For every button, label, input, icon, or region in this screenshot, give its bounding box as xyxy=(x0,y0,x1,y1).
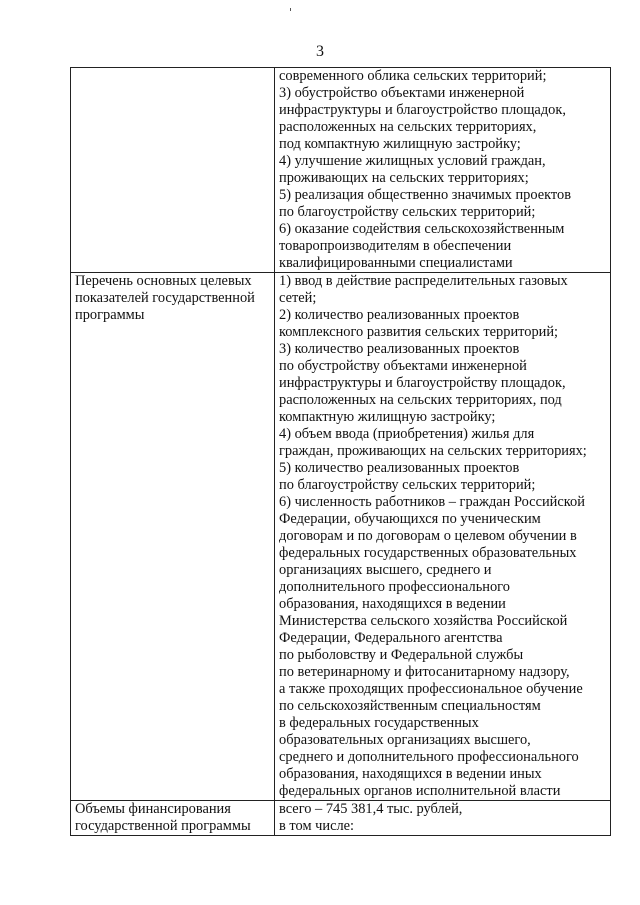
text-line: федеральных органов исполнительной власти xyxy=(279,783,561,799)
row-value-cell xyxy=(275,801,611,836)
text-line: федеральных государственных образовательных xyxy=(279,545,577,561)
row-label-line: Перечень основных целевых xyxy=(75,273,252,289)
text-line: 4) улучшение жилищных условий граждан, xyxy=(279,153,546,169)
table-row-goals-continuation xyxy=(71,68,611,273)
row-label-cell xyxy=(71,68,275,273)
text-line: расположенных на сельских территориях, xyxy=(279,119,537,135)
text-line: проживающих на сельских территориях; xyxy=(279,170,529,186)
text-line: 3) количество реализованных проектов xyxy=(279,341,520,357)
text-line: инфраструктуры и благоустройству площадок, xyxy=(279,375,566,391)
text-line: квалифицированными специалистами xyxy=(279,255,513,271)
scan-speck xyxy=(290,8,291,11)
text-line: организациях высшего, среднего и xyxy=(279,562,492,578)
text-line: современного облика сельских территорий; xyxy=(279,68,547,84)
text-line: 3) обустройство объектами инженерной xyxy=(279,85,525,101)
row-label-line: Объемы финансирования xyxy=(75,801,231,817)
text-line: по рыболовству и Федеральной службы xyxy=(279,647,524,663)
row-label-line: программы xyxy=(75,307,145,323)
text-line: Федерации, обучающихся по ученическим xyxy=(279,511,541,527)
text-line: 1) ввод в действие распределительных газовых xyxy=(279,273,568,289)
text-line: Федерации, Федерального агентства xyxy=(279,630,503,646)
text-line: по ветеринарному и фитосанитарному надзору, xyxy=(279,664,570,680)
text-line: всего – 745 381,4 тыс. рублей, xyxy=(279,801,463,817)
text-line: по обустройству объектами инженерной xyxy=(279,358,527,374)
text-line: товаропроизводителям в обеспечении xyxy=(279,238,512,254)
row-label-line: государственной программы xyxy=(75,818,251,834)
table-row-funding xyxy=(71,801,611,836)
text-line: Министерства сельского хозяйства Российской xyxy=(279,613,568,629)
table-row-target-indicators xyxy=(71,273,611,801)
page-number: 3 xyxy=(316,43,324,60)
text-line: образования, находящихся в ведении иных xyxy=(279,766,542,782)
text-line: по благоустройству сельских территорий; xyxy=(279,204,536,220)
row-label-cell xyxy=(71,801,275,836)
text-line: среднего и дополнительного профессионального xyxy=(279,749,579,765)
text-line: 2) количество реализованных проектов xyxy=(279,307,520,323)
program-passport-table xyxy=(70,67,611,836)
text-line: 6) оказание содействия сельскохозяйственным xyxy=(279,221,565,237)
row-value-cell xyxy=(275,273,611,801)
text-line: в федеральных государственных xyxy=(279,715,479,731)
text-line: граждан, проживающих на сельских территориях; xyxy=(279,443,587,459)
text-line: образовательных организациях высшего, xyxy=(279,732,531,748)
text-line: договорам и по договорам о целевом обучении в xyxy=(279,528,577,544)
text-line: сетей; xyxy=(279,290,317,306)
text-line: образования, находящихся в ведении xyxy=(279,596,506,612)
text-line: 6) численность работников – граждан Российской xyxy=(279,494,585,510)
row-value-cell xyxy=(275,68,611,273)
text-line: компактную жилищную застройку; xyxy=(279,409,496,425)
text-line: инфраструктуры и благоустройство площадок, xyxy=(279,102,566,118)
text-line: дополнительного профессионального xyxy=(279,579,510,595)
text-line: в том числе: xyxy=(279,818,355,834)
row-label-cell xyxy=(71,273,275,801)
text-line: по сельскохозяйственным специальностям xyxy=(279,698,541,714)
text-line: под компактную жилищную застройку; xyxy=(279,136,521,152)
text-line: 4) объем ввода (приобретения) жилья для xyxy=(279,426,535,442)
text-line: расположенных на сельских территориях, под xyxy=(279,392,562,408)
text-line: комплексного развития сельских территорий; xyxy=(279,324,559,340)
text-line: а также проходящих профессиональное обучение xyxy=(279,681,583,697)
text-line: 5) реализация общественно значимых проектов xyxy=(279,187,572,203)
text-line: 5) количество реализованных проектов xyxy=(279,460,520,476)
row-label-line: показателей государственной xyxy=(75,290,255,306)
text-line: по благоустройству сельских территорий; xyxy=(279,477,536,493)
